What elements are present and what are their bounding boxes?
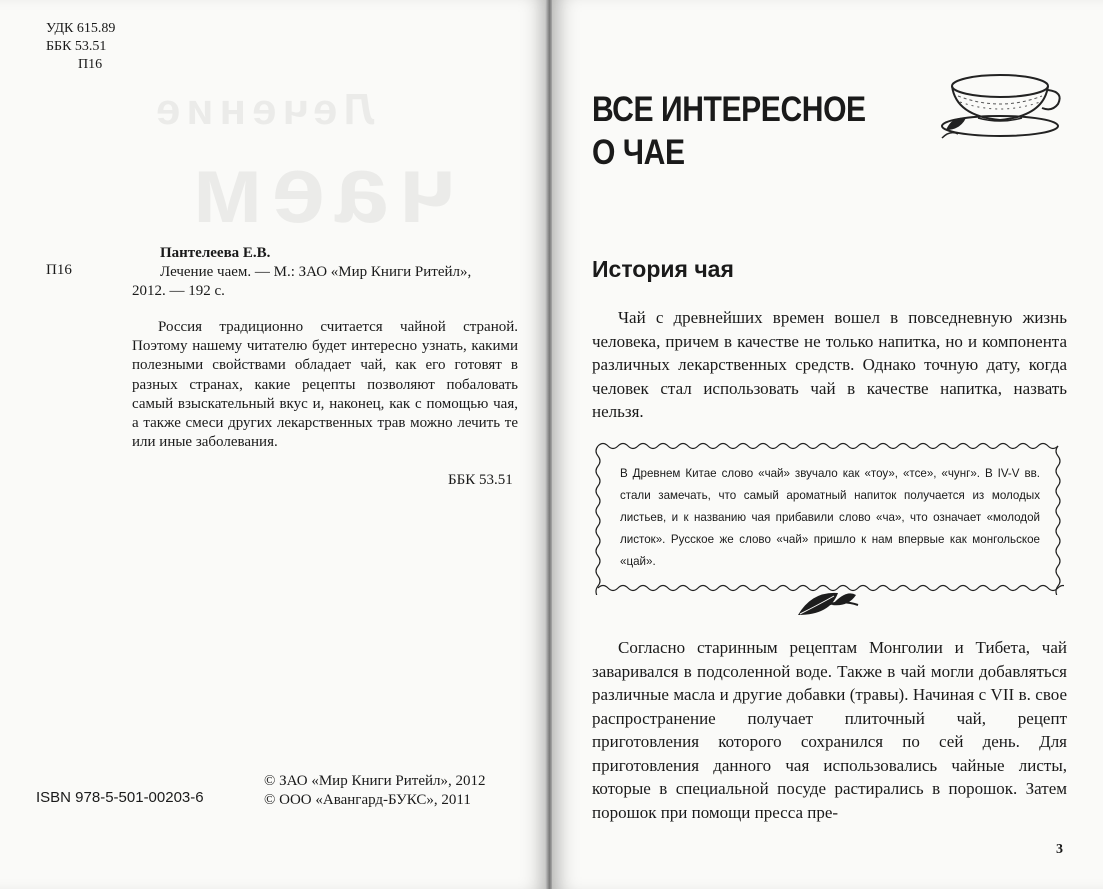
bleed-through-line-2: чаем (182, 136, 455, 243)
page-number: 3 (1056, 842, 1063, 857)
udk-code: УДК 615.89 (46, 21, 116, 36)
tea-leaf-icon (792, 585, 862, 621)
bleed-through-line-1: Лечение (150, 85, 375, 134)
bleed-through-title (150, 85, 464, 245)
book-title-line: Лечение чаем. — М.: ЗАО «Мир Книги Ритейл», (160, 264, 472, 280)
paragraph-2: Согласно старинным рецептам Монголии и Тибета, чай заваривался в подсоленной воде. Также в чай могли добавляться различные масла и другие добавки (травы). Начиная с VII в. свое распространение получает плиточный чай, рецепт приготовления которого сохранился по сей день. Для приготовления данного чая использовались чайные листы, которые в специальной посуде растирались в порошок. Затем порошок при помощи пресса пре- (592, 638, 1067, 822)
margin-code: П16 (46, 262, 72, 278)
classification-codes (46, 20, 115, 74)
left-page (0, 0, 548, 889)
section-title: История чая (592, 256, 734, 282)
copyright-line-2: © ООО «Авангард-БУКС», 2011 (264, 792, 471, 808)
isbn: ISBN 978-5-501-00203-6 (36, 789, 204, 806)
copyright-block (264, 772, 486, 810)
chapter-title-line-1: ВСЕ ИНТЕРЕСНОЕ (592, 90, 866, 129)
info-box (594, 440, 1064, 595)
info-box-text: В Древнем Китае слово «чай» звучало как «тоу», «тсе», «чунг». В IV-V вв. стали замечать, что самый ароматный напиток получается из молодых листьев, и к названию чая прибавили слово «ча», что означает «молодой листок». Русское же слово «чай» пришло к нам впервые как монгольское «цай». (620, 467, 1040, 568)
chapter-title-line-2: О ЧАЕ (592, 133, 685, 172)
teacup-icon (938, 72, 1068, 142)
author-name: Пантелеева Е.В. (160, 245, 271, 261)
paragraph-1: Чай с древнейших времен вошел в повседневную жизнь человека, причем в качестве не только напитка, но и компонента различных лекарственных средств. Однако точную дату, когда человек стал использовать чай в качестве напитка, назвать нельзя. (592, 308, 1067, 421)
copyright-line-1: © ЗАО «Мир Книги Ритейл», 2012 (264, 773, 486, 789)
year-pages-line: 2012. — 192 с. (132, 283, 225, 299)
bbk-bottom: ББК 53.51 (448, 472, 513, 488)
author-code: П16 (78, 57, 103, 72)
bibliographic-record (132, 244, 522, 301)
annotation: Россия традиционно считается чайной страной. Поэтому нашему читателю будет интересно узнать, какими полезными свойствами обладает чай, как его готовят в разных странах, какие рецепты позволяют побаловать самый взыскательный вкус и, наконец, как с помощью чая, а также смеси других лекарственных трав можно лечить те или иные заболевания. (132, 319, 518, 451)
bbk-code: ББК 53.51 (46, 39, 107, 54)
chapter-title (592, 88, 866, 174)
